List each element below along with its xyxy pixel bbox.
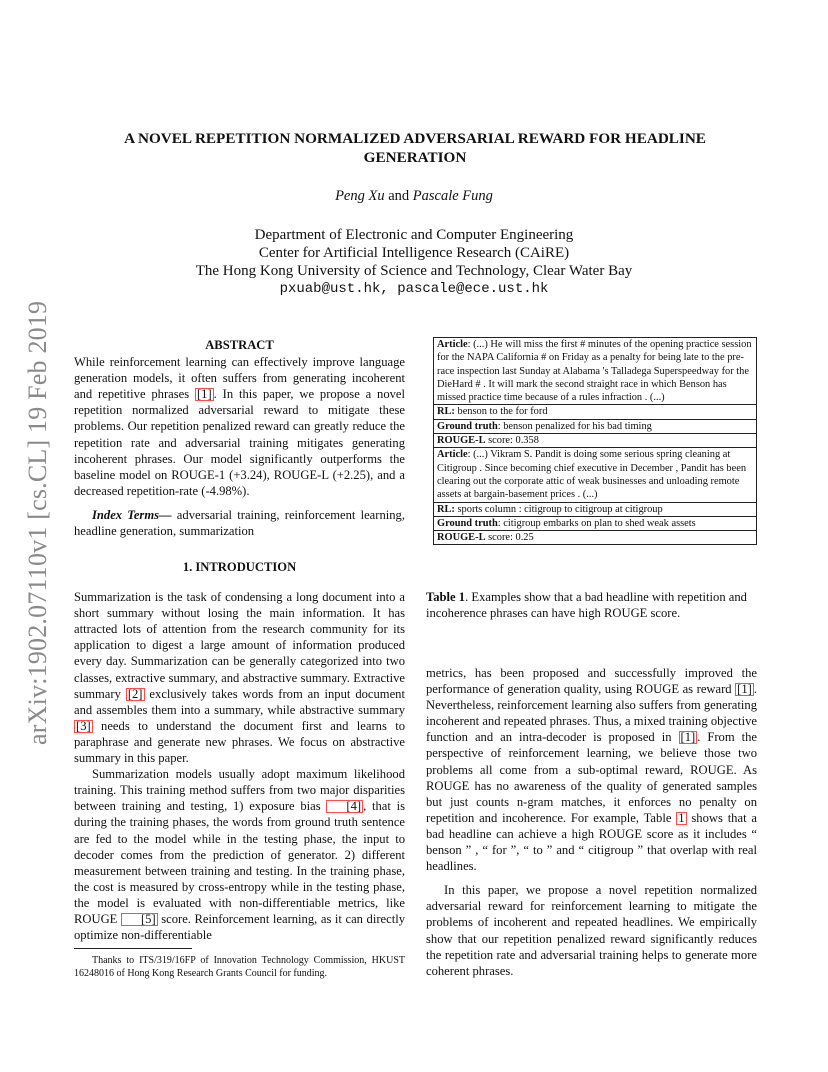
abstract-section bbox=[74, 337, 405, 539]
table-cell: Article: (...) Vikram S. Pandit is doing some serious spring cleaning at Citigroup . Since becoming chief executive in December , Pandit has been clearing out the corporate attic of weak businesses and unloading remote assets at bargain-basement prices . (...) bbox=[434, 448, 757, 502]
footnote-rule bbox=[74, 948, 192, 949]
citation-link[interactable]: [4] bbox=[326, 800, 363, 813]
row-text: benson penalized for his bad timing bbox=[500, 420, 652, 432]
row-label: Ground truth bbox=[437, 420, 498, 432]
table-cell bbox=[434, 531, 757, 545]
examples-table bbox=[433, 337, 757, 545]
row-label: RL: bbox=[437, 503, 455, 515]
table-caption: Table 1. Examples show that a bad headline with repetition and incoherence phrases can have high ROUGE score. bbox=[426, 590, 747, 620]
intro-paragraph-1: Summarization is the task of condensing a long document into a short summary without losing the main information. It has attracted lots of attention from the research community for its application to digest a large amount of information produced every day. Summarization can be generally categorized into two classes, extractive summary, and abstractive summary. Extractive summary [2] exclusively takes words from an input document and assembles them into a summary, while abstractive summary [3] needs to understand the document first and learns to paraphrase and generate new phrases. We focus on abstractive summary in this paper. bbox=[74, 590, 405, 766]
row-label: RL: bbox=[437, 406, 455, 418]
row-text: (...) Vikram S. Pandit is doing some serious spring cleaning at Citigroup . Since becoming chief executive in December , Pandit has been clearing out the corporate attic of weak businesses and unloading remote assets at bargain-basement prices . (...) bbox=[437, 449, 747, 501]
row-label: Ground truth bbox=[437, 517, 498, 529]
row-label: Article bbox=[437, 449, 468, 461]
author-2: Pascale Fung bbox=[412, 188, 493, 204]
table-row bbox=[434, 516, 757, 530]
table-row bbox=[434, 419, 757, 433]
table-row bbox=[434, 502, 757, 516]
affiliation-line-3: The Hong Kong University of Science and Technology, Clear Water Bay bbox=[195, 263, 633, 279]
author-emails: pxuab@ust.hk, pascale@ece.ust.hk bbox=[279, 281, 549, 297]
affiliation bbox=[0, 226, 828, 298]
row-text: benson to the for ford bbox=[454, 406, 548, 418]
introduction-section bbox=[74, 559, 405, 943]
table-cell bbox=[434, 434, 757, 448]
table-row bbox=[434, 405, 757, 419]
row-text: citigroup embarks on plan to shed weak assets bbox=[500, 517, 696, 529]
citation-link[interactable]: [1] bbox=[737, 682, 752, 697]
citation-link[interactable]: [5] bbox=[121, 913, 158, 926]
citation-link[interactable]: [1] bbox=[680, 730, 696, 745]
table-row bbox=[434, 531, 757, 545]
arxiv-identifier: arXiv:1902.07110v1 [cs.CL] 19 Feb 2019 bbox=[23, 300, 52, 746]
table-cell bbox=[434, 405, 757, 419]
row-label: Article bbox=[437, 339, 468, 350]
table-cell: Ground truth: benson penalized for his bad timing bbox=[434, 419, 757, 433]
intro-paragraph-2: Summarization models usually adopt maximum likelihood training. This training method suffers from two major disparities between training and testing, 1) exposure bias [4] , that is during the training phases, the words from ground truth sentence are fed to the model while in the testing phase, the input to decoder comes from the prediction of generator. 2) different measurement between training and testing. In the training phase, the cost is measured by cross-entropy while in the testing phase, the model is evaluated with non-differentiable metrics, like ROUGE [5] score. Reinforcement learning, as it can directly optimize non-differentiable bbox=[74, 767, 405, 943]
affiliation-line-2: Center for Artificial Intelligence Research (CAiRE) bbox=[258, 245, 570, 261]
introduction-heading: 1. INTRODUCTION bbox=[182, 560, 297, 574]
right-column-text bbox=[426, 665, 757, 979]
row-label: ROUGE-L bbox=[437, 532, 486, 544]
right-paragraph-2: In this paper, we propose a novel repetition normalized adversarial reward for reinforcement learning to mitigate the problems of incoherent and repeated headlines. We empirically show that our repetition penalized reward significantly reduces the repetition rate and adversarial training helps to generate more coherent phrases. bbox=[426, 883, 757, 978]
row-label: ROUGE-L bbox=[437, 435, 486, 447]
authors bbox=[0, 188, 828, 205]
table-reference-link[interactable]: 1 bbox=[678, 810, 685, 825]
right-paragraph-1: metrics, has been proposed and successfully improved the performance of generation quality, using ROUGE as reward [1] . Nevertheless, reinforcement learning also suffers from generating incoherent and repeated phrases. Thus, a mixed training objective function and an intra-decoder is proposed in [1] . From the perspective of reinforcement learning, we believe those two problems all come from a sub-optimal reward, ROUGE. As ROUGE has no awareness of the quality of generated samples but just counts n-gram matches, it enforces no penalty on repetition and incoherence. For example, Table 1 shows that a bad headline can achieve a high ROUGE score as it includes “ benson ” , “ for ”, “ to ” and “ citigroup ” that overlap with real headlines. bbox=[426, 666, 757, 874]
affiliation-line-1: Department of Electronic and Computer Engineering bbox=[254, 227, 574, 243]
table-row bbox=[434, 448, 757, 502]
authors-and: and bbox=[388, 188, 410, 204]
footnote: Thanks to ITS/319/16FP of Innovation Technology Commission, HKUST 16248016 of Hong Kong Research Grants Council for funding. bbox=[74, 955, 405, 979]
row-text: score: 0.25 bbox=[485, 532, 534, 544]
table-cell: Ground truth: citigroup embarks on plan to shed weak assets bbox=[434, 516, 757, 530]
table-cell: Article: (...) He will miss the first # minutes of the opening practice session for the NAPA California # on Friday as a penalty for being late to the pre-race inspection last Sunday at Alabama 's Talladega Superspeedway for the DieHard # . It will mark the second straight race in which Benson has missed practice time because of a rules infraction . (...) bbox=[434, 338, 757, 405]
row-text: sports column : citigroup to citigroup at citigroup bbox=[454, 503, 663, 515]
table-caption-label: Table 1 bbox=[426, 590, 466, 604]
citation-link[interactable]: [3] bbox=[76, 718, 91, 733]
table-cell bbox=[434, 502, 757, 516]
citation-link[interactable]: [2] bbox=[127, 686, 143, 701]
table-row bbox=[434, 338, 757, 405]
index-terms: Index Terms— adversarial training, reinforcement learning, headline generation, summarization bbox=[74, 507, 405, 539]
abstract-heading: ABSTRACT bbox=[205, 338, 274, 352]
citation-link[interactable]: [1] bbox=[196, 387, 212, 402]
row-text: score: 0.358 bbox=[485, 435, 539, 447]
abstract-text: While reinforcement learning can effectively improve language generation models, it often suffers from generating incoherent and repetitive phrases [1] . In this paper, we propose a novel repetition normalized adversarial reward to mitigate these problems. Our repetition penalized reward can greatly reduce the repetition rate and adversarial training mitigates generating incoherent phrases. Our model significantly outperforms the baseline model on ROUGE-1 (+3.24), ROUGE-L (+2.25), and a decreased repetition-rate (-4.98%). bbox=[74, 355, 405, 498]
table-row bbox=[434, 434, 757, 448]
row-text: (...) He will miss the first # minutes of the opening practice session for the NAPA California # on Friday as a penalty for being late to the pre-race inspection last Sunday at Alabama 's Talladega Superspeedway for the DieHard # . It will mark the second straight race in which Benson has missed practice time because of a rules infraction . (...) bbox=[437, 339, 752, 404]
paper-title: A NOVEL REPETITION NORMALIZED ADVERSARIAL REWARD FOR HEADLINE GENERATION bbox=[124, 130, 706, 166]
index-terms-label: Index Terms— bbox=[92, 507, 172, 522]
author-1: Peng Xu bbox=[335, 188, 385, 204]
